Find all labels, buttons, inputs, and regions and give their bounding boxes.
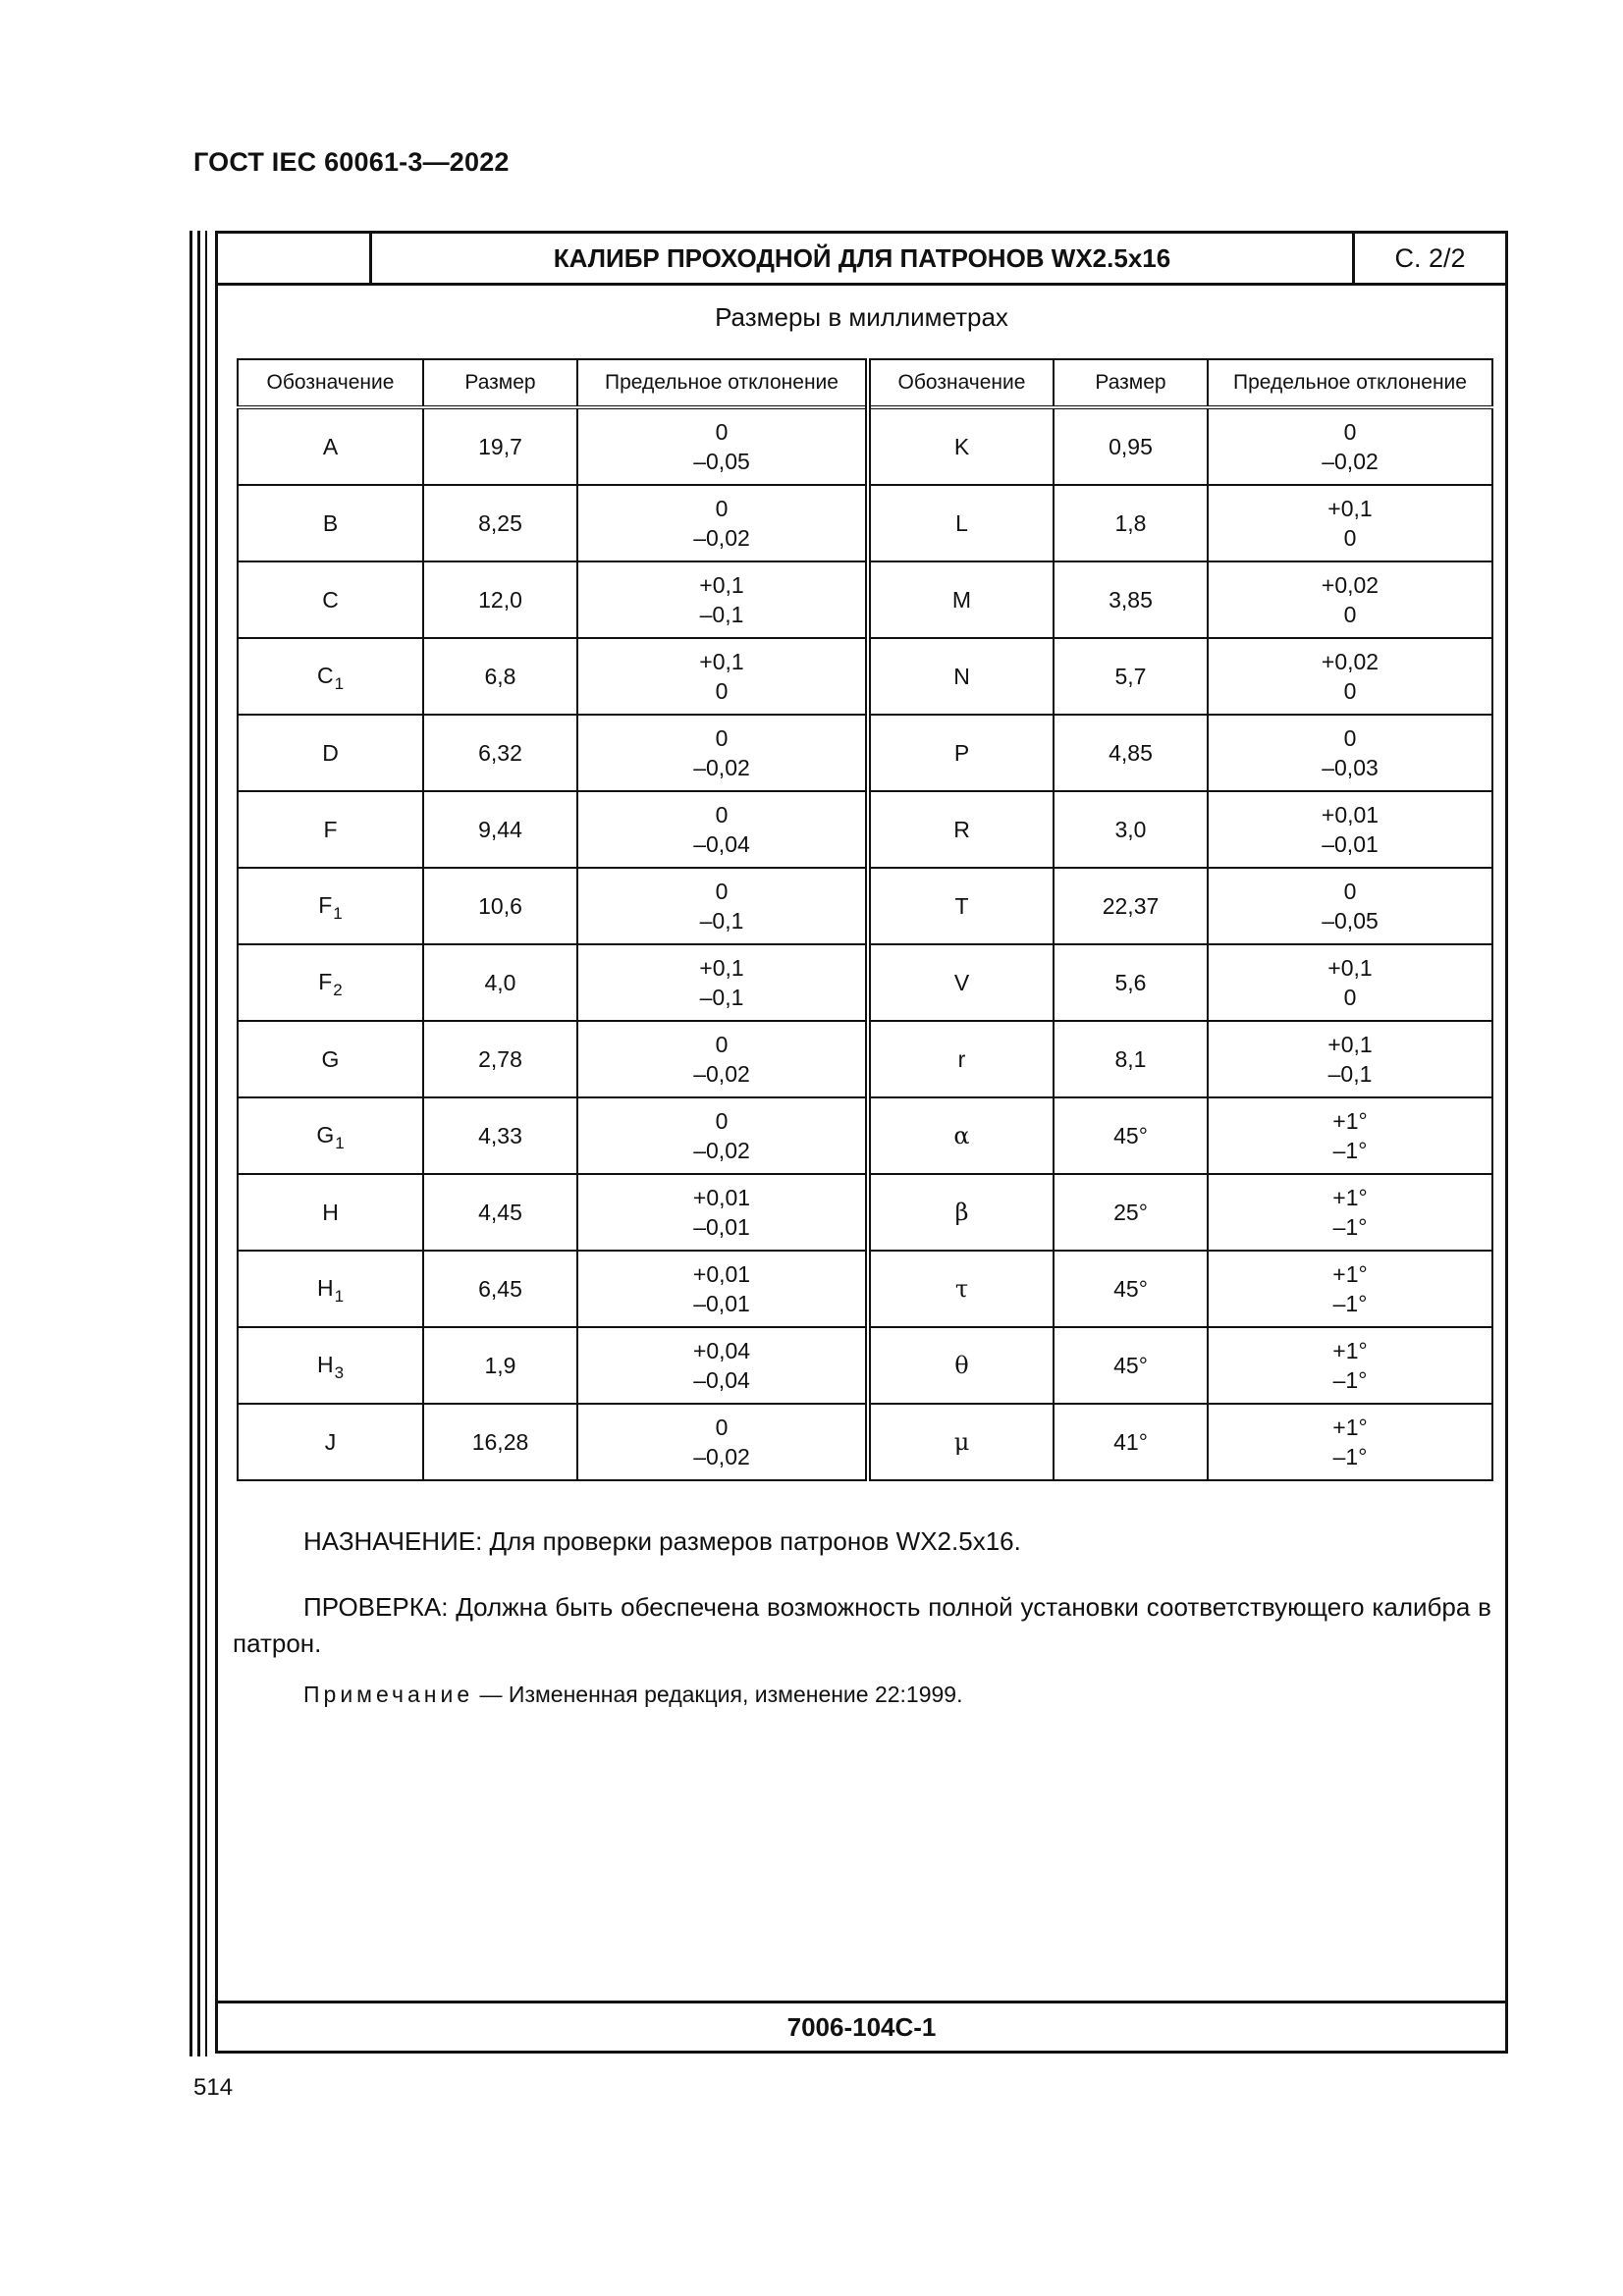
size-value: 45°	[1113, 1276, 1148, 1302]
designation-cell	[868, 561, 1054, 638]
size-cell	[1054, 1404, 1208, 1480]
upper-deviation: 0	[715, 802, 729, 828]
designation-cell	[868, 485, 1054, 561]
lower-deviation: –0,02	[693, 1138, 750, 1163]
size-cell	[1054, 638, 1208, 715]
designation-symbol: H	[322, 1200, 339, 1225]
size-value: 3,0	[1114, 817, 1147, 842]
note-label: Примечание	[303, 1682, 474, 1707]
size-cell	[1054, 868, 1208, 944]
designation-symbol: R	[953, 817, 970, 842]
upper-deviation: +0,02	[1321, 572, 1380, 598]
designation-cell	[238, 715, 423, 791]
upper-deviation: +0,1	[699, 649, 744, 674]
deviation-cell	[577, 1097, 868, 1174]
dimensions-table	[237, 358, 1493, 1481]
deviation-cell	[1208, 485, 1492, 561]
column-header: Обозначение	[238, 359, 423, 407]
column-header: Предельное отклонение	[1208, 359, 1492, 407]
lower-deviation: 0	[1343, 525, 1357, 551]
deviation-cell	[577, 715, 868, 791]
size-cell	[423, 1327, 577, 1404]
deviation-cell	[1208, 791, 1492, 868]
designation-symbol: C	[316, 662, 334, 688]
designation-symbol: F	[318, 891, 333, 918]
size-cell	[1054, 1021, 1208, 1097]
size-cell	[1054, 1097, 1208, 1174]
lower-deviation: –1°	[1332, 1444, 1368, 1469]
designation-symbol: P	[953, 740, 970, 766]
deviation-cell	[1208, 1327, 1492, 1404]
deviation-cell	[1208, 1404, 1492, 1480]
deviation-cell	[1208, 715, 1492, 791]
table-row	[238, 1404, 1492, 1480]
size-value: 1,9	[484, 1353, 516, 1378]
deviation-cell	[1208, 561, 1492, 638]
table-row	[238, 1327, 1492, 1404]
size-cell	[1054, 407, 1208, 485]
size-value: 16,28	[471, 1429, 529, 1455]
designation-symbol: A	[322, 434, 339, 459]
designation-cell	[868, 1174, 1054, 1251]
designation-cell	[868, 638, 1054, 715]
designation-cell	[238, 407, 423, 485]
title-blank-cell	[218, 234, 372, 283]
upper-deviation: +0,04	[692, 1338, 751, 1363]
size-cell	[423, 715, 577, 791]
column-header: Размер	[423, 359, 577, 407]
deviation-cell	[1208, 1097, 1492, 1174]
designation-symbol: H	[316, 1351, 334, 1377]
size-cell	[423, 1404, 577, 1480]
sheet-title-row	[218, 234, 1505, 286]
designation-symbol: μ	[953, 1428, 970, 1456]
designation-symbol: G	[321, 1046, 340, 1072]
size-cell	[423, 561, 577, 638]
size-cell	[1054, 715, 1208, 791]
designation-cell	[238, 1404, 423, 1480]
lower-deviation: –0,02	[693, 1444, 750, 1469]
designation-symbol: L	[955, 510, 968, 536]
designation-cell	[238, 1251, 423, 1327]
size-cell	[1054, 561, 1208, 638]
lower-deviation: –0,02	[693, 755, 750, 780]
designation-symbol: G	[316, 1121, 335, 1148]
size-cell	[423, 1021, 577, 1097]
lower-deviation: 0	[715, 678, 729, 704]
upper-deviation: +1°	[1332, 1338, 1368, 1363]
size-value: 6,32	[478, 740, 522, 766]
upper-deviation: +0,1	[1327, 1032, 1373, 1057]
lower-deviation: –0,1	[699, 985, 744, 1010]
lower-deviation: –0,01	[693, 1214, 750, 1240]
designation-cell	[238, 1327, 423, 1404]
size-value: 5,7	[1114, 664, 1147, 689]
deviation-cell	[577, 1404, 868, 1480]
upper-deviation: +0,1	[1327, 496, 1373, 521]
size-value: 6,8	[484, 664, 516, 689]
sheet-page-ref: С. 2/2	[1394, 242, 1466, 273]
page-number: 514	[193, 2074, 234, 2101]
upper-deviation: 0	[1343, 879, 1357, 904]
deviation-cell	[577, 868, 868, 944]
designation-cell	[868, 1251, 1054, 1327]
deviation-cell	[577, 485, 868, 561]
size-value: 1,8	[1114, 510, 1147, 536]
upper-deviation: 0	[715, 496, 729, 521]
size-value: 6,45	[478, 1276, 522, 1302]
designation-symbol: θ	[954, 1352, 969, 1379]
size-cell	[423, 485, 577, 561]
designation-symbol: F	[318, 968, 333, 994]
table-header-row	[238, 359, 1492, 407]
units-caption: Размеры в миллиметрах	[715, 302, 1008, 332]
size-cell	[423, 407, 577, 485]
lower-deviation: 0	[1343, 985, 1357, 1010]
designation-cell	[868, 715, 1054, 791]
designation-symbol: K	[953, 434, 970, 459]
upper-deviation: 0	[715, 1032, 729, 1057]
deviation-cell	[577, 561, 868, 638]
column-header: Предельное отклонение	[577, 359, 868, 407]
designation-cell	[238, 791, 423, 868]
deviation-cell	[1208, 1251, 1492, 1327]
size-value: 45°	[1113, 1353, 1148, 1378]
size-value: 4,85	[1109, 740, 1153, 766]
designation-symbol: B	[322, 510, 339, 536]
size-value: 0,95	[1109, 434, 1153, 459]
size-cell	[423, 791, 577, 868]
size-cell	[423, 1174, 577, 1251]
designation-cell	[238, 1174, 423, 1251]
designation-cell	[868, 944, 1054, 1021]
deviation-cell	[577, 407, 868, 485]
table-row	[238, 868, 1492, 944]
size-cell	[1054, 485, 1208, 561]
designation-cell	[868, 1097, 1054, 1174]
deviation-cell	[1208, 944, 1492, 1021]
check-paragraph: ПРОВЕРКА: Должна быть обеспечена возможность полной установки соответствующего калибра в патрон.	[233, 1592, 1491, 1658]
lower-deviation: –0,03	[1322, 755, 1379, 780]
designation-symbol: V	[953, 970, 970, 995]
size-value: 9,44	[478, 817, 522, 842]
designation-subscript: 2	[333, 980, 343, 999]
table-row	[238, 1174, 1492, 1251]
lower-deviation: –0,1	[699, 602, 744, 627]
designation-cell	[238, 1021, 423, 1097]
table-row	[238, 1021, 1492, 1097]
column-header: Размер	[1054, 359, 1208, 407]
deviation-cell	[1208, 638, 1492, 715]
size-cell	[1054, 1251, 1208, 1327]
sheet-frame	[215, 231, 1508, 2054]
designation-cell	[238, 868, 423, 944]
upper-deviation: +0,1	[699, 955, 744, 981]
deviation-cell	[577, 1174, 868, 1251]
designation-symbol: J	[324, 1429, 337, 1455]
table-row	[238, 561, 1492, 638]
lower-deviation: –0,05	[693, 449, 750, 474]
size-value: 2,78	[478, 1046, 522, 1072]
deviation-cell	[1208, 868, 1492, 944]
size-cell	[423, 868, 577, 944]
lower-deviation: 0	[1343, 678, 1357, 704]
sheet-footer-code: 7006-104С-1	[218, 2001, 1505, 2051]
deviation-cell	[577, 944, 868, 1021]
size-value: 45°	[1113, 1123, 1148, 1148]
lower-deviation: –0,05	[1322, 908, 1379, 934]
deviation-cell	[577, 1021, 868, 1097]
table-row	[238, 1097, 1492, 1174]
deviation-cell	[1208, 1174, 1492, 1251]
size-value: 12,0	[478, 587, 522, 613]
binding-line	[205, 231, 207, 2056]
table-row	[238, 791, 1492, 868]
table-row	[238, 638, 1492, 715]
deviation-cell	[577, 791, 868, 868]
size-value: 8,25	[478, 510, 522, 536]
upper-deviation: +1°	[1332, 1415, 1368, 1440]
designation-symbol: M	[951, 587, 972, 613]
lower-deviation: –1°	[1332, 1367, 1368, 1393]
upper-deviation: 0	[1343, 419, 1357, 445]
designation-cell	[868, 1327, 1054, 1404]
designation-symbol: H	[316, 1274, 334, 1301]
lower-deviation: –1°	[1332, 1214, 1368, 1240]
designation-symbol: N	[953, 664, 970, 689]
size-cell	[423, 1097, 577, 1174]
column-header: Обозначение	[868, 359, 1054, 407]
deviation-cell	[1208, 1021, 1492, 1097]
size-value: 8,1	[1114, 1046, 1147, 1072]
lower-deviation: –0,02	[693, 525, 750, 551]
upper-deviation: +0,02	[1321, 649, 1380, 674]
lower-deviation: –0,02	[1322, 449, 1379, 474]
designation-symbol: β	[954, 1199, 969, 1226]
table-row	[238, 1251, 1492, 1327]
designation-symbol: τ	[954, 1275, 969, 1303]
size-value: 41°	[1113, 1429, 1148, 1455]
designation-cell	[238, 638, 423, 715]
upper-deviation: +0,1	[1327, 955, 1373, 981]
table-body	[238, 407, 1492, 1480]
designation-cell	[238, 1097, 423, 1174]
designation-symbol: α	[953, 1122, 970, 1149]
lower-deviation: –0,04	[693, 1367, 750, 1393]
lower-deviation: –0,04	[693, 831, 750, 857]
size-value: 3,85	[1109, 587, 1153, 613]
size-value: 4,33	[478, 1123, 522, 1148]
deviation-cell	[577, 1327, 868, 1404]
deviation-cell	[577, 1251, 868, 1327]
designation-cell	[868, 868, 1054, 944]
note-paragraph	[303, 1677, 1472, 1713]
designation-cell	[238, 561, 423, 638]
size-cell	[1054, 944, 1208, 1021]
upper-deviation: +1°	[1332, 1261, 1368, 1287]
upper-deviation: 0	[715, 725, 729, 751]
size-cell	[423, 944, 577, 1021]
designation-symbol: C	[322, 587, 339, 613]
note-text: — Измененная редакция, изменение 22:1999.	[473, 1682, 963, 1707]
size-value: 25°	[1113, 1200, 1148, 1225]
lower-deviation: –1°	[1332, 1291, 1368, 1316]
designation-subscript: 3	[334, 1362, 345, 1382]
lower-deviation: 0	[1343, 602, 1357, 627]
purpose-paragraph: НАЗНАЧЕНИЕ: Для проверки размеров патронов WX2.5x16.	[303, 1526, 1021, 1556]
designation-cell	[238, 944, 423, 1021]
designation-cell	[238, 485, 423, 561]
sheet-title: КАЛИБР ПРОХОДНОЙ ДЛЯ ПАТРОНОВ WX2.5x16	[372, 234, 1355, 283]
lower-deviation: –0,02	[693, 1061, 750, 1087]
upper-deviation: +1°	[1332, 1108, 1368, 1134]
designation-subscript: 1	[334, 673, 345, 693]
designation-subscript: 1	[334, 1286, 345, 1306]
deviation-cell	[1208, 407, 1492, 485]
size-value: 5,6	[1114, 970, 1147, 995]
upper-deviation: +0,1	[699, 572, 744, 598]
size-value: 4,0	[484, 970, 516, 995]
lower-deviation: –1°	[1332, 1138, 1368, 1163]
upper-deviation: +0,01	[692, 1261, 751, 1287]
designation-symbol: D	[322, 740, 339, 766]
lower-deviation: –0,1	[1327, 1061, 1373, 1087]
table-row	[238, 715, 1492, 791]
designation-cell	[868, 791, 1054, 868]
lower-deviation: –0,01	[693, 1291, 750, 1316]
size-value: 10,6	[478, 893, 522, 919]
table-row	[238, 485, 1492, 561]
upper-deviation: 0	[1343, 725, 1357, 751]
size-value: 4,45	[478, 1200, 522, 1225]
binding-line	[197, 231, 200, 2056]
deviation-cell	[577, 638, 868, 715]
designation-symbol: T	[954, 893, 969, 919]
table-row	[238, 407, 1492, 485]
lower-deviation: –0,1	[699, 908, 744, 934]
designation-subscript: 1	[335, 1133, 345, 1152]
upper-deviation: +1°	[1332, 1185, 1368, 1210]
designation-cell	[868, 1404, 1054, 1480]
size-cell	[423, 1251, 577, 1327]
designation-cell	[868, 407, 1054, 485]
upper-deviation: 0	[715, 419, 729, 445]
binding-line	[189, 231, 192, 2056]
designation-symbol: F	[323, 817, 338, 842]
size-value: 19,7	[478, 434, 522, 459]
size-cell	[1054, 1327, 1208, 1404]
document-header: ГОСТ IEC 60061-3—2022	[193, 147, 510, 177]
size-cell	[1054, 791, 1208, 868]
upper-deviation: 0	[715, 1415, 729, 1440]
designation-cell	[868, 1021, 1054, 1097]
designation-symbol: r	[957, 1046, 966, 1072]
upper-deviation: 0	[715, 1108, 729, 1134]
size-cell	[423, 638, 577, 715]
upper-deviation: +0,01	[692, 1185, 751, 1210]
table-row	[238, 944, 1492, 1021]
upper-deviation: 0	[715, 879, 729, 904]
designation-subscript: 1	[333, 903, 343, 923]
size-value: 22,37	[1102, 893, 1160, 919]
size-cell	[1054, 1174, 1208, 1251]
upper-deviation: +0,01	[1321, 802, 1380, 828]
lower-deviation: –0,01	[1322, 831, 1379, 857]
